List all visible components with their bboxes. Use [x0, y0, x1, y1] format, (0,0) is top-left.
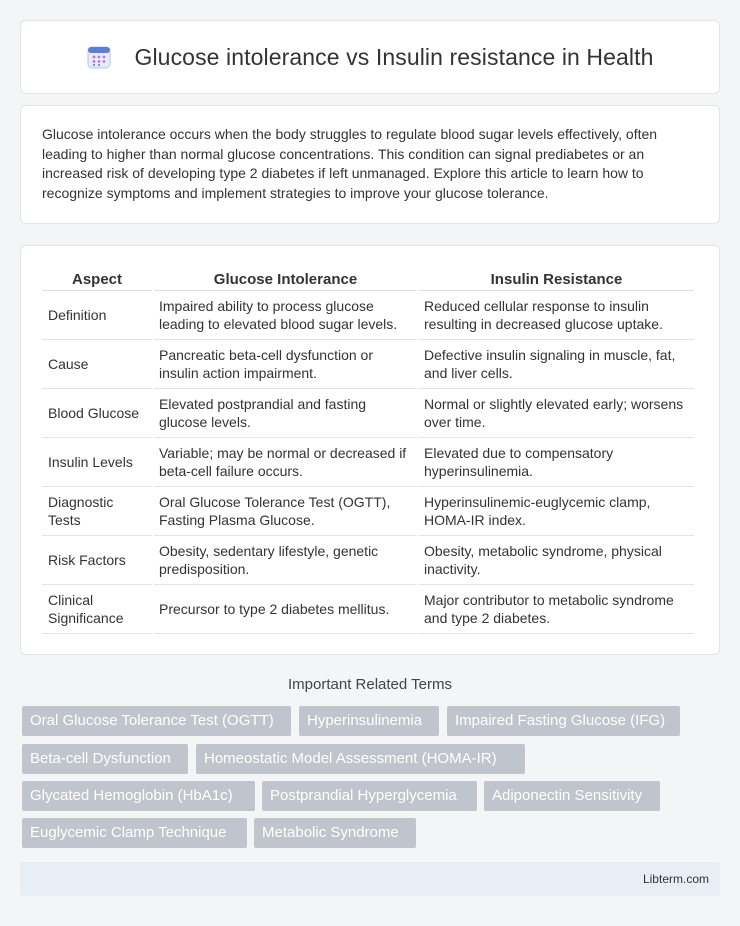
header-aspect: Aspect	[42, 266, 152, 291]
table-row	[42, 340, 694, 389]
row-aspect: Cause	[42, 340, 152, 389]
related-term-chip[interactable]: Glycated Hemoglobin (HbA1c)	[22, 781, 255, 811]
calendar-icon	[86, 44, 112, 70]
related-term-chip[interactable]: Metabolic Syndrome	[254, 818, 416, 848]
row-insulin-resistance: Elevated due to compensatory hyperinsulinemia.	[419, 438, 694, 487]
comparison-table-card	[20, 245, 720, 655]
footer-site-link[interactable]: Libterm.com	[642, 872, 709, 886]
row-glucose-intolerance: Elevated postprandial and fasting glucose levels.	[154, 389, 417, 438]
related-term-chip[interactable]: Homeostatic Model Assessment (HOMA-IR)	[196, 744, 525, 774]
table-row	[42, 389, 694, 438]
row-glucose-intolerance: Pancreatic beta-cell dysfunction or insulin action impairment.	[154, 340, 417, 389]
related-term-chip[interactable]: Beta-cell Dysfunction	[22, 744, 188, 774]
related-term-chip[interactable]: Oral Glucose Tolerance Test (OGTT)	[22, 706, 291, 736]
header-card	[20, 20, 720, 94]
intro-card	[20, 105, 720, 224]
comparison-table	[40, 266, 696, 634]
header-insulin-resistance: Insulin Resistance	[419, 266, 694, 291]
table-row	[42, 438, 694, 487]
row-aspect: Blood Glucose	[42, 389, 152, 438]
related-term-chip[interactable]: Hyperinsulinemia	[299, 706, 439, 736]
row-insulin-resistance: Defective insulin signaling in muscle, fat, and liver cells.	[419, 340, 694, 389]
row-glucose-intolerance: Precursor to type 2 diabetes mellitus.	[154, 585, 417, 634]
table-header-row	[42, 266, 694, 291]
related-term-chip[interactable]: Impaired Fasting Glucose (IFG)	[447, 706, 680, 736]
row-aspect: Insulin Levels	[42, 438, 152, 487]
row-glucose-intolerance: Impaired ability to process glucose leading to elevated blood sugar levels.	[154, 291, 417, 340]
row-aspect: Clinical Significance	[42, 585, 152, 634]
row-insulin-resistance: Normal or slightly elevated early; worsens over time.	[419, 389, 694, 438]
intro-text: Glucose intolerance occurs when the body struggles to regulate blood sugar levels effectively, often leading to higher than normal glucose concentrations. This condition can signal prediabetes or an increased risk of developing type 2 diabetes if left unmanaged. Explore this article to learn how to recognize symptoms and implement strategies to improve your glucose tolerance.	[42, 126, 658, 201]
table-row	[42, 291, 694, 340]
row-aspect: Risk Factors	[42, 536, 152, 585]
table-row	[42, 536, 694, 585]
header-glucose-intolerance: Glucose Intolerance	[154, 266, 417, 291]
row-insulin-resistance: Hyperinsulinemic-euglycemic clamp, HOMA-IR index.	[419, 487, 694, 536]
row-glucose-intolerance: Oral Glucose Tolerance Test (OGTT), Fasting Plasma Glucose.	[154, 487, 417, 536]
row-aspect: Diagnostic Tests	[42, 487, 152, 536]
row-aspect: Definition	[42, 291, 152, 340]
row-insulin-resistance: Obesity, metabolic syndrome, physical inactivity.	[419, 536, 694, 585]
row-insulin-resistance: Major contributor to metabolic syndrome and type 2 diabetes.	[419, 585, 694, 634]
table-row	[42, 487, 694, 536]
related-term-chip[interactable]: Adiponectin Sensitivity	[484, 781, 660, 811]
related-term-chip[interactable]: Postprandial Hyperglycemia	[262, 781, 477, 811]
row-glucose-intolerance: Obesity, sedentary lifestyle, genetic predisposition.	[154, 536, 417, 585]
related-term-chip[interactable]: Euglycemic Clamp Technique	[22, 818, 247, 848]
footer	[20, 862, 720, 896]
row-glucose-intolerance: Variable; may be normal or decreased if beta-cell failure occurs.	[154, 438, 417, 487]
page-title: Glucose intolerance vs Insulin resistance in Health	[134, 43, 654, 70]
related-terms-title: Important Related Terms	[288, 676, 452, 693]
table-row	[42, 585, 694, 634]
row-insulin-resistance: Reduced cellular response to insulin resulting in decreased glucose uptake.	[419, 291, 694, 340]
